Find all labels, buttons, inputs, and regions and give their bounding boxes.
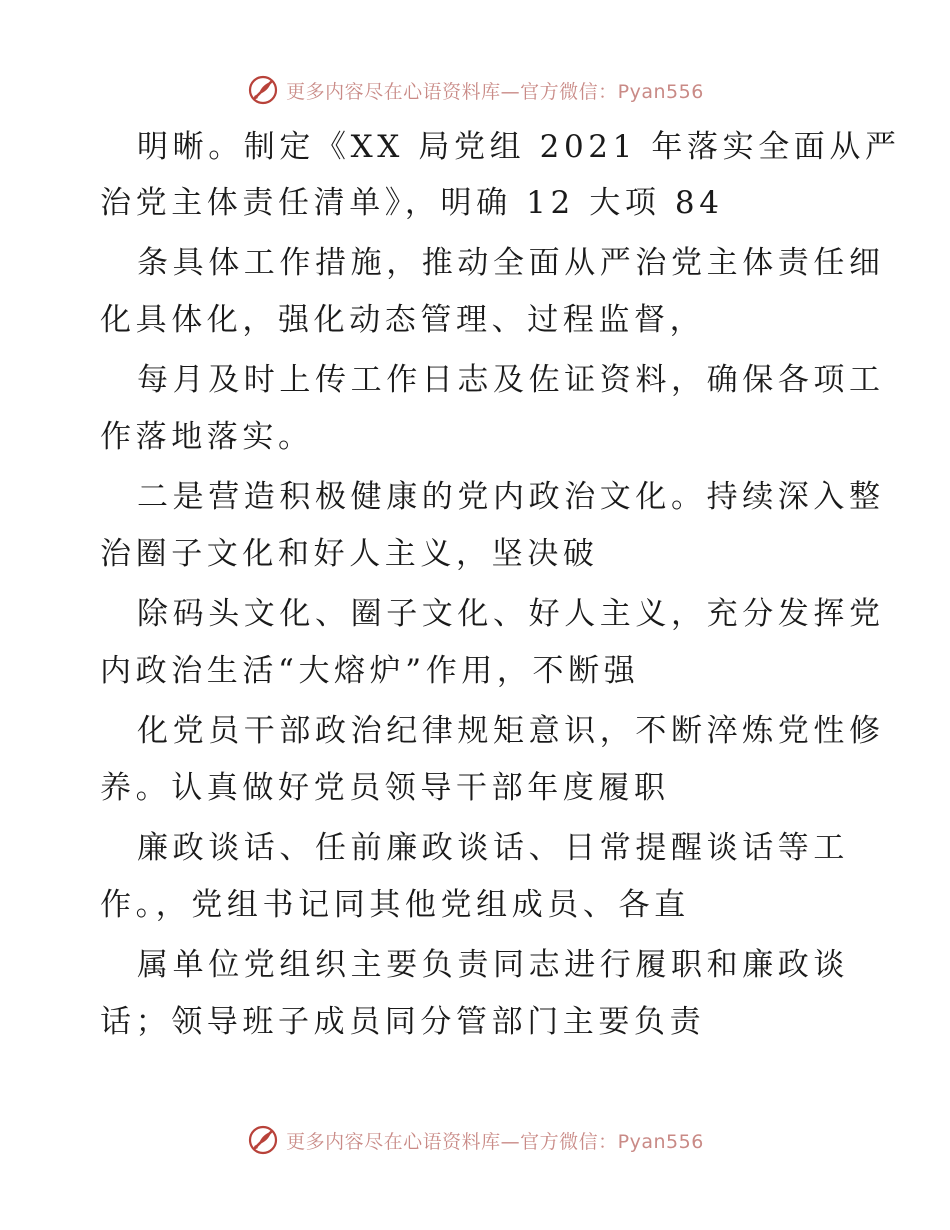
paragraph-line: 内政治生活“大熔炉”作用，不断强: [100, 653, 640, 689]
quill-pen-logo-icon: [246, 1123, 280, 1157]
header-watermark: [0, 70, 950, 110]
paragraph-line: 治党主体责任清单》，明确 12 大项 84: [100, 185, 724, 221]
paragraph-line: 化具体化，强化动态管理、过程监督，: [100, 302, 706, 338]
paragraph-line: 作。，党组书记同其他党组成员、各直: [100, 887, 690, 923]
paragraph-line: 廉政谈话、任前廉政谈话、日常提醒谈话等工: [137, 830, 849, 866]
footer-watermark: [0, 1120, 950, 1160]
watermark-text: 更多内容尽在心语资料库—官方微信：Pyan556: [286, 80, 704, 103]
paragraph-line: 每月及时上传工作日志及佐证资料，确保各项工: [137, 362, 885, 398]
paragraph-line: 化党员干部政治纪律规矩意识，不断淬炼党性修: [137, 713, 885, 749]
paragraph-line: 作落地落实。: [100, 419, 314, 455]
paragraph-line: 养。认真做好党员领导干部年度履职: [100, 770, 670, 806]
watermark-text: 更多内容尽在心语资料库—官方微信：Pyan556: [286, 1130, 704, 1153]
paragraph-line: 二是营造积极健康的党内政治文化。持续深入整: [137, 479, 885, 515]
paragraph-line: 除码头文化、圈子文化、好人主义，充分发挥党: [137, 596, 885, 632]
quill-pen-logo-icon: [246, 73, 280, 107]
paragraph-line: 话；领导班子成员同分管部门主要负责: [100, 1004, 706, 1040]
paragraph-line: 治圈子文化和好人主义，坚决破: [100, 536, 599, 572]
paragraph-line: 属单位党组织主要负责同志进行履职和廉政谈: [137, 947, 849, 983]
paragraph-line: 明晰。制定《XX 局党组 2021 年落实全面从严: [137, 129, 901, 165]
paragraph-line: 条具体工作措施，推动全面从严治党主体责任细: [137, 245, 885, 281]
